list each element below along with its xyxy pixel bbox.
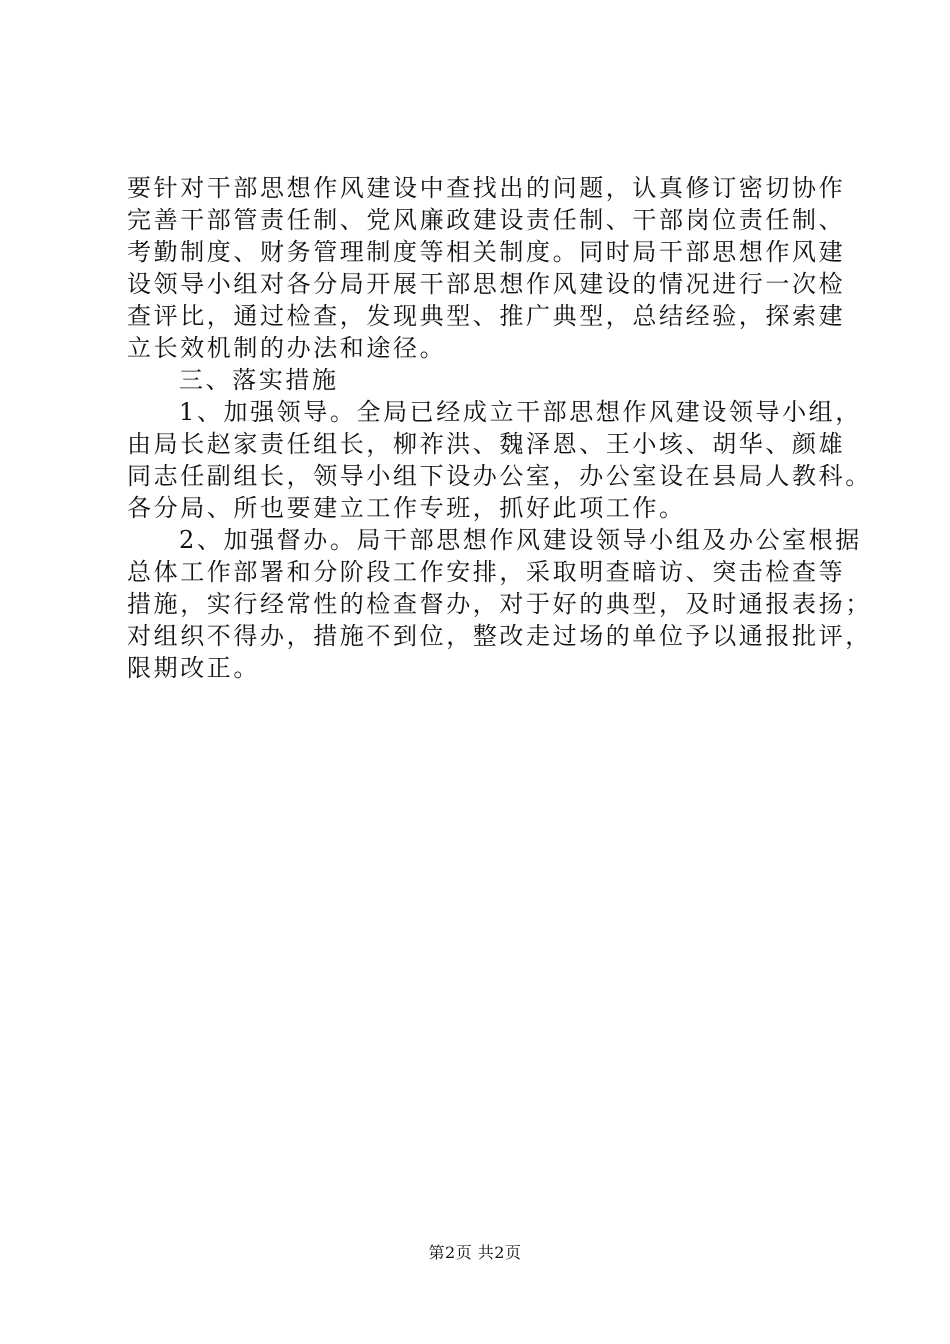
paragraph-3-line-2: 总体工作部署和分阶段工作安排，采取明查暗访、突击检查等 bbox=[127, 558, 846, 586]
paragraph-2-line-4: 各分局、所也要建立工作专班，抓好此项工作。 bbox=[127, 494, 686, 522]
paragraph-1-line-6: 立长效机制的办法和途径。 bbox=[127, 334, 447, 362]
paragraph-2-line-1: 1、加强领导。全局已经成立干部思想作风建设领导小组， bbox=[179, 398, 862, 426]
paragraph-1-line-1: 要针对干部思想作风建设中查找出的问题，认真修订密切协作 bbox=[127, 174, 846, 202]
paragraph-3-line-5: 限期改正。 bbox=[127, 654, 260, 682]
paragraph-3-line-3: 措施，实行经常性的检查督办，对于好的典型，及时通报表扬； bbox=[127, 590, 872, 618]
document-body bbox=[127, 172, 872, 684]
page-footer: 第2页 共2页 bbox=[428, 1243, 522, 1262]
paragraph-2-line-3: 同志任副组长，领导小组下设办公室，办公室设在县局人教科。 bbox=[127, 462, 872, 490]
paragraph-1-line-4: 设领导小组对各分局开展干部思想作风建设的情况进行一次检 bbox=[127, 270, 846, 298]
paragraph-3-line-1: 2、加强督办。局干部思想作风建设领导小组及办公室根据 bbox=[179, 526, 862, 554]
paragraph-3-line-4: 对组织不得办，措施不到位，整改走过场的单位予以通报批评， bbox=[127, 622, 872, 650]
paragraph-1-line-3: 考勤制度、财务管理制度等相关制度。同时局干部思想作风建 bbox=[127, 238, 846, 266]
paragraph-1-line-2: 完善干部管责任制、党风廉政建设责任制、干部岗位责任制、 bbox=[127, 206, 846, 234]
section-heading: 三、落实措施 bbox=[179, 366, 339, 394]
paragraph-1-line-5: 查评比，通过检查，发现典型、推广典型，总结经验，探索建 bbox=[127, 302, 846, 330]
paragraph-2-line-2: 由局长赵家责任组长，柳祚洪、魏泽恩、王小垓、胡华、颜雄 bbox=[127, 430, 846, 458]
